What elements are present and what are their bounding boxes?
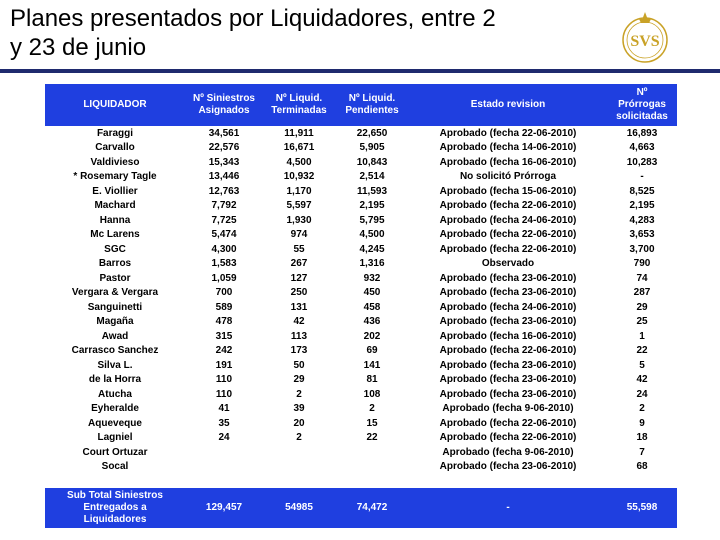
header-prorrogas-line-2: Prórrogas <box>618 99 666 110</box>
cell-terminadas: 1,930 <box>286 214 312 226</box>
cell-terminadas: 5,597 <box>286 200 312 212</box>
cell-prorrogas: 24 <box>636 388 648 400</box>
cell-estado: Aprobado (fecha 14-06-2010) <box>439 142 577 154</box>
cell-estado: Aprobado (fecha 22-06-2010) <box>439 200 577 212</box>
table-row <box>45 445 677 460</box>
cell-terminadas: 127 <box>290 272 308 284</box>
cell-prorrogas: 16,893 <box>626 127 658 139</box>
cell-prorrogas: 7 <box>639 446 645 458</box>
slide-title <box>10 4 610 62</box>
subtotal-label-line-1: Sub Total Siniestros <box>67 490 163 501</box>
table-row <box>45 242 677 257</box>
table-row <box>45 402 677 417</box>
cell-terminadas <box>263 460 335 475</box>
cell-prorrogas: 8,525 <box>629 185 655 197</box>
cell-pendientes <box>335 460 409 475</box>
cell-estado: Aprobado (fecha 23-06-2010) <box>439 359 577 371</box>
cell-terminadas: 113 <box>290 330 308 342</box>
cell-liquidador: Barros <box>98 258 132 270</box>
cell-terminadas: 50 <box>293 359 305 371</box>
cell-pendientes: 2,514 <box>359 171 385 183</box>
header-terminadas-line-1: Nº Liquid. <box>275 93 323 104</box>
table-row <box>45 358 677 373</box>
cell-pendientes: 2,195 <box>359 200 385 212</box>
cell-asignados: 191 <box>215 359 233 371</box>
subtotal-prorrogas: 55,598 <box>607 488 677 528</box>
cell-terminadas: 42 <box>293 316 305 328</box>
title-divider <box>0 69 720 73</box>
header-asignados-line-1: Nº Siniestros <box>192 93 255 104</box>
table-row <box>45 416 677 431</box>
cell-asignados: 700 <box>215 287 233 299</box>
header-terminadas <box>263 84 335 126</box>
cell-estado: Aprobado (fecha 22-06-2010) <box>439 243 577 255</box>
cell-pendientes: 4,245 <box>359 243 385 255</box>
cell-prorrogas: 4,663 <box>629 142 655 154</box>
svs-logo-text: SVS <box>630 33 660 50</box>
cell-liquidador: Sanguinetti <box>87 301 143 313</box>
table-row <box>45 213 677 228</box>
cell-liquidador: Pastor <box>99 272 131 284</box>
cell-estado: Aprobado (fecha 23-06-2010) <box>439 316 577 328</box>
cell-terminadas: 20 <box>293 417 305 429</box>
header-pendientes-line-2: Pendientes <box>345 105 399 116</box>
table-row <box>45 257 677 272</box>
cell-estado: Aprobado (fecha 22-06-2010) <box>439 417 577 429</box>
cell-liquidador: * Rosemary Tagle <box>73 171 157 183</box>
cell-prorrogas: 287 <box>633 287 651 299</box>
cell-terminadas: 2 <box>296 388 302 400</box>
cell-terminadas: 16,671 <box>283 142 315 154</box>
table-row <box>45 170 677 185</box>
cell-estado: Aprobado (fecha 24-06-2010) <box>439 214 577 226</box>
cell-liquidador: Machard <box>94 200 136 212</box>
slide-title-line-1: Planes presentados por Liquidadores, entre 2 <box>10 5 496 32</box>
cell-pendientes: 81 <box>366 374 378 386</box>
cell-liquidador: Hanna <box>99 214 131 226</box>
cell-asignados: 242 <box>215 345 233 357</box>
cell-terminadas: 974 <box>290 229 308 241</box>
cell-asignados <box>185 445 263 460</box>
table-row <box>45 141 677 156</box>
cell-prorrogas: 9 <box>639 417 645 429</box>
cell-liquidador: Mc Larens <box>90 229 140 241</box>
cell-prorrogas: - <box>640 171 644 183</box>
cell-terminadas: 29 <box>293 374 305 386</box>
cell-asignados: 1,583 <box>211 258 237 270</box>
cell-asignados: 24 <box>218 432 230 444</box>
table-row <box>45 184 677 199</box>
cell-pendientes: 1,316 <box>359 258 385 270</box>
cell-liquidador: Lagniel <box>97 432 133 444</box>
table-spacer-cell <box>45 474 677 488</box>
table-row <box>45 329 677 344</box>
cell-liquidador: de la Horra <box>88 374 142 386</box>
table-body <box>45 126 677 488</box>
cell-liquidador: Faraggi <box>96 127 134 139</box>
cell-asignados: 41 <box>218 403 230 415</box>
cell-pendientes: 10,843 <box>356 156 388 168</box>
cell-prorrogas: 25 <box>636 316 648 328</box>
cell-liquidador: Awad <box>101 330 129 342</box>
cell-liquidador: Atucha <box>98 388 132 400</box>
cell-terminadas: 1,170 <box>286 185 312 197</box>
cell-terminadas: 250 <box>290 287 308 299</box>
header-prorrogas <box>607 84 677 126</box>
header-prorrogas-line-1: Nº <box>636 87 648 98</box>
cell-estado: Aprobado (fecha 22-06-2010) <box>439 229 577 241</box>
cell-pendientes: 5,795 <box>359 214 385 226</box>
subtotal-terminadas: 54985 <box>263 488 335 528</box>
cell-prorrogas: 42 <box>636 374 648 386</box>
subtotal-pendientes: 74,472 <box>335 488 409 528</box>
cell-prorrogas: 74 <box>636 272 648 284</box>
table-row <box>45 315 677 330</box>
cell-liquidador: Aqueveque <box>88 417 142 429</box>
subtotal-asignados: 129,457 <box>185 488 263 528</box>
cell-estado: Aprobado (fecha 22-06-2010) <box>439 432 577 444</box>
cell-pendientes: 202 <box>363 330 381 342</box>
table-row <box>45 460 677 475</box>
cell-asignados: 7,725 <box>211 214 237 226</box>
header-prorrogas-line-3: solicitadas <box>616 111 668 122</box>
table-row <box>45 286 677 301</box>
cell-prorrogas: 2 <box>639 403 645 415</box>
table-row <box>45 373 677 388</box>
cell-liquidador: Carrasco Sanchez <box>71 345 159 357</box>
cell-estado: Aprobado (fecha 23-06-2010) <box>439 374 577 386</box>
cell-estado: Aprobado (fecha 23-06-2010) <box>439 272 577 284</box>
header-asignados-line-2: Asignados <box>198 105 250 116</box>
cell-terminadas: 2 <box>296 432 302 444</box>
cell-pendientes: 458 <box>363 301 381 313</box>
table-row <box>45 126 677 141</box>
cell-terminadas <box>263 445 335 460</box>
table-row <box>45 300 677 315</box>
table-spacer-row <box>45 474 677 488</box>
cell-asignados <box>185 460 263 475</box>
header-estado: Estado revision <box>409 84 607 126</box>
cell-pendientes: 15 <box>366 417 378 429</box>
cell-pendientes: 932 <box>363 272 381 284</box>
cell-terminadas: 55 <box>293 243 305 255</box>
cell-terminadas: 11,911 <box>284 127 314 139</box>
table-row <box>45 199 677 214</box>
cell-pendientes: 69 <box>366 345 378 357</box>
cell-prorrogas: 29 <box>636 301 648 313</box>
cell-asignados: 15,343 <box>208 156 240 168</box>
cell-asignados: 315 <box>215 330 233 342</box>
cell-liquidador: Silva L. <box>97 359 133 371</box>
cell-pendientes: 11,593 <box>356 185 388 197</box>
cell-pendientes: 2 <box>369 403 375 415</box>
cell-liquidador: Carvallo <box>95 142 135 154</box>
cell-estado: Aprobado (fecha 9-06-2010) <box>442 403 574 415</box>
cell-asignados: 110 <box>215 388 233 400</box>
cell-terminadas: 10,932 <box>283 171 315 183</box>
header-asignados <box>185 84 263 126</box>
cell-prorrogas: 22 <box>636 345 648 357</box>
cell-liquidador: Eyheralde <box>91 403 139 415</box>
table-row <box>45 271 677 286</box>
cell-pendientes: 4,500 <box>359 229 385 241</box>
subtotal-label-line-3: Liquidadores <box>83 514 147 525</box>
cell-asignados: 35 <box>218 417 230 429</box>
cell-estado: Aprobado (fecha 9-06-2010) <box>442 446 574 458</box>
header-pendientes-line-1: Nº Liquid. <box>348 93 396 104</box>
liquidadores-table <box>45 84 677 532</box>
subtotal-label <box>45 488 185 528</box>
cell-pendientes <box>335 445 409 460</box>
cell-asignados: 34,561 <box>208 127 240 139</box>
svs-logo <box>620 10 670 66</box>
cell-asignados: 4,300 <box>211 243 237 255</box>
cell-asignados: 5,474 <box>211 229 237 241</box>
cell-pendientes: 450 <box>363 287 381 299</box>
cell-prorrogas: 10,283 <box>626 156 658 168</box>
subtotal-row <box>45 488 677 528</box>
cell-liquidador: E. Viollier <box>92 185 138 197</box>
table-row <box>45 431 677 446</box>
header-pendientes <box>335 84 409 126</box>
cell-terminadas: 4,500 <box>286 156 312 168</box>
cell-pendientes: 22 <box>366 432 378 444</box>
cell-asignados: 1,059 <box>211 272 237 284</box>
cell-prorrogas: 4,283 <box>629 214 655 226</box>
table-header-row <box>45 84 677 126</box>
cell-pendientes: 5,905 <box>359 142 385 154</box>
cell-prorrogas: 68 <box>636 461 648 473</box>
cell-estado: Aprobado (fecha 22-06-2010) <box>439 127 577 139</box>
cell-asignados: 22,576 <box>208 142 240 154</box>
cell-estado: Aprobado (fecha 24-06-2010) <box>439 301 577 313</box>
cell-liquidador: Court Ortuzar <box>82 446 148 458</box>
table-row <box>45 155 677 170</box>
cell-liquidador: Valdivieso <box>90 156 140 168</box>
cell-pendientes: 436 <box>363 316 381 328</box>
cell-terminadas: 267 <box>290 258 308 270</box>
cell-asignados: 478 <box>215 316 233 328</box>
cell-estado: Aprobado (fecha 23-06-2010) <box>439 461 577 473</box>
slide-title-line-2: y 23 de junio <box>10 34 147 61</box>
cell-estado: Aprobado (fecha 15-06-2010) <box>439 185 577 197</box>
cell-asignados: 7,792 <box>211 200 237 212</box>
cell-prorrogas: 3,700 <box>629 243 655 255</box>
cell-liquidador: Socal <box>101 461 129 473</box>
cell-prorrogas: 1 <box>639 330 645 342</box>
cell-prorrogas: 3,653 <box>629 229 655 241</box>
cell-prorrogas: 5 <box>639 359 645 371</box>
cell-asignados: 12,763 <box>208 185 240 197</box>
cell-liquidador: Vergara & Vergara <box>71 287 159 299</box>
header-liquidador: LIQUIDADOR <box>45 84 185 126</box>
cell-asignados: 589 <box>215 301 233 313</box>
subtotal-label-line-2: Entregados a <box>83 502 147 513</box>
header-terminadas-line-2: Terminadas <box>271 105 327 116</box>
cell-estado: Aprobado (fecha 23-06-2010) <box>439 287 577 299</box>
cell-pendientes: 108 <box>363 388 381 400</box>
cell-terminadas: 131 <box>290 301 308 313</box>
cell-estado: Aprobado (fecha 16-06-2010) <box>439 330 577 342</box>
subtotal-estado: - <box>409 488 607 528</box>
cell-terminadas: 39 <box>293 403 305 415</box>
cell-pendientes: 22,650 <box>356 127 388 139</box>
table-row <box>45 344 677 359</box>
cell-liquidador: SGC <box>104 243 126 255</box>
cell-estado: Aprobado (fecha 23-06-2010) <box>439 388 577 400</box>
table-row <box>45 387 677 402</box>
cell-asignados: 13,446 <box>208 171 240 183</box>
cell-prorrogas: 790 <box>633 258 651 270</box>
cell-estado: Observado <box>481 258 535 270</box>
cell-prorrogas: 2,195 <box>629 200 655 212</box>
cell-liquidador: Magaña <box>96 316 134 328</box>
cell-estado: No solicitó Prórroga <box>459 171 557 183</box>
cell-prorrogas: 18 <box>636 432 648 444</box>
cell-estado: Aprobado (fecha 22-06-2010) <box>439 345 577 357</box>
cell-asignados: 110 <box>215 374 233 386</box>
table-row <box>45 228 677 243</box>
cell-estado: Aprobado (fecha 16-06-2010) <box>439 156 577 168</box>
cell-terminadas: 173 <box>290 345 308 357</box>
cell-pendientes: 141 <box>363 359 381 371</box>
